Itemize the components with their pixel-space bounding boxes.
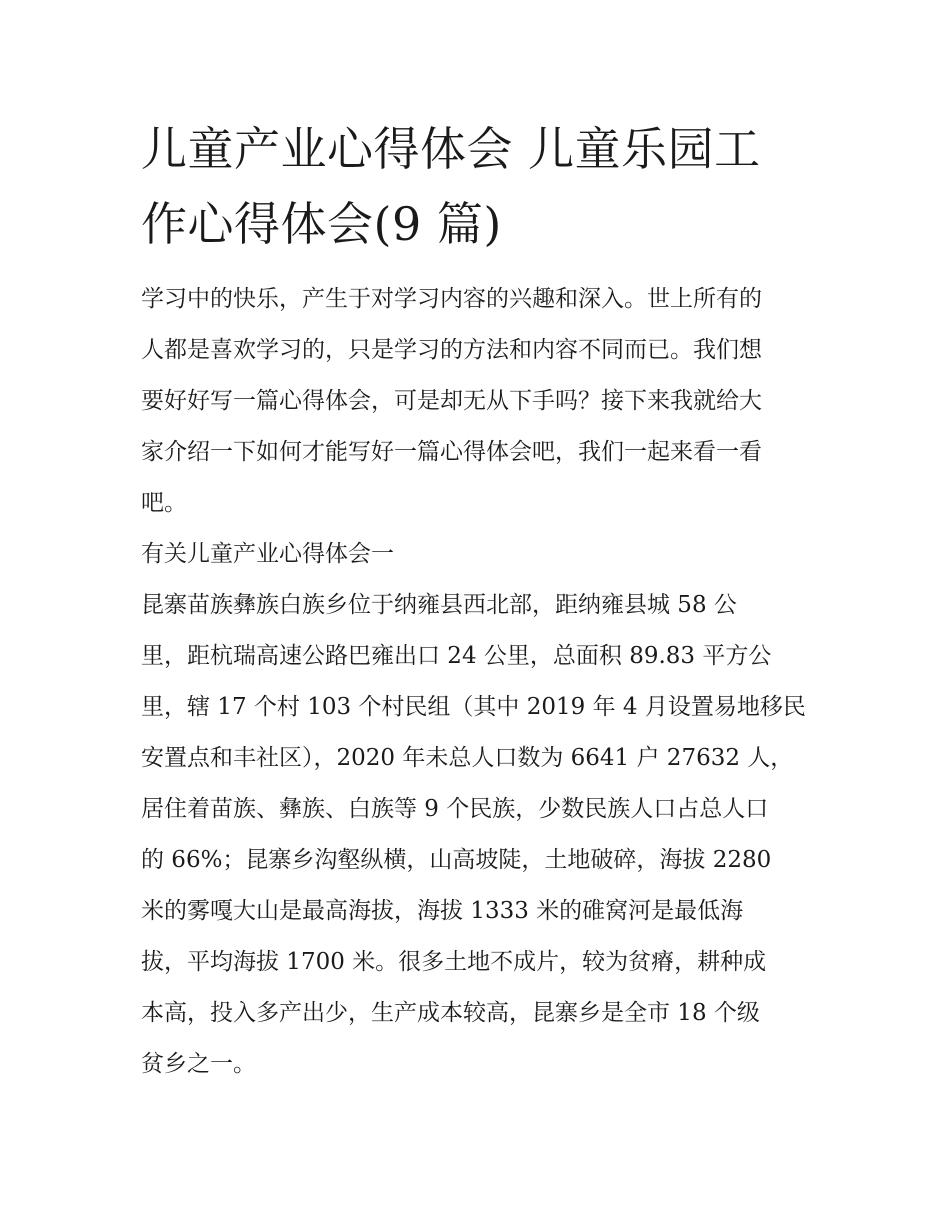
- section-heading: [141, 529, 813, 580]
- section-line: 米的雾嘎大山是最高海拔，海拔 1333 米的碓窝河是最低海: [141, 898, 744, 924]
- intro-line: 要好好写一篇心得体会，可是却无从下手吗？接下来我就给大: [141, 388, 762, 414]
- section-line: 居住着苗族、彝族、白族等 9 个民族，少数民族人口占总人口: [141, 796, 769, 822]
- section-line: 拔，平均海拔 1700 米。很多土地不成片，较为贫瘠，耕种成: [141, 949, 767, 975]
- intro-line: 吧。: [141, 490, 187, 516]
- section-line: 本高，投入多产出少，生产成本较高，昆寨乡是全市 18 个级: [141, 1000, 760, 1026]
- intro-line: 人都是喜欢学习的，只是学习的方法和内容不同而已。我们想: [141, 337, 762, 363]
- document-title: [141, 112, 813, 262]
- intro-paragraph: [141, 274, 813, 529]
- section-line: 昆寨苗族彝族白族乡位于纳雍县西北部，距纳雍县城 58 公: [141, 592, 737, 618]
- section-line: 里，距杭瑞高速公路巴雍出口 24 公里，总面积 89.83 平方公: [141, 643, 772, 669]
- title-line: 儿童产业心得体会 儿童乐园工: [141, 122, 761, 176]
- title-line: 作心得体会(9 篇): [141, 197, 502, 251]
- section-line: 里，辖 17 个村 103 个村民组（其中 2019 年 4 月设置易地移民: [141, 694, 806, 720]
- intro-line: 家介绍一下如何才能写好一篇心得体会吧，我们一起来看一看: [141, 439, 762, 465]
- section-line: 安置点和丰社区），2020 年未总人口数为 6641 户 27632 人，: [141, 745, 794, 771]
- document-page: [141, 112, 813, 1090]
- intro-line: 学习中的快乐，产生于对学习内容的兴趣和深入。世上所有的: [141, 286, 762, 312]
- section-heading-text: 有关儿童产业心得体会一: [141, 541, 394, 567]
- section-line: 的 66%；昆寨乡沟壑纵横，山高坡陡，土地破碎，海拔 2280: [141, 847, 772, 873]
- section-paragraph: [141, 580, 813, 1090]
- section-line: 贫乡之一。: [141, 1051, 256, 1077]
